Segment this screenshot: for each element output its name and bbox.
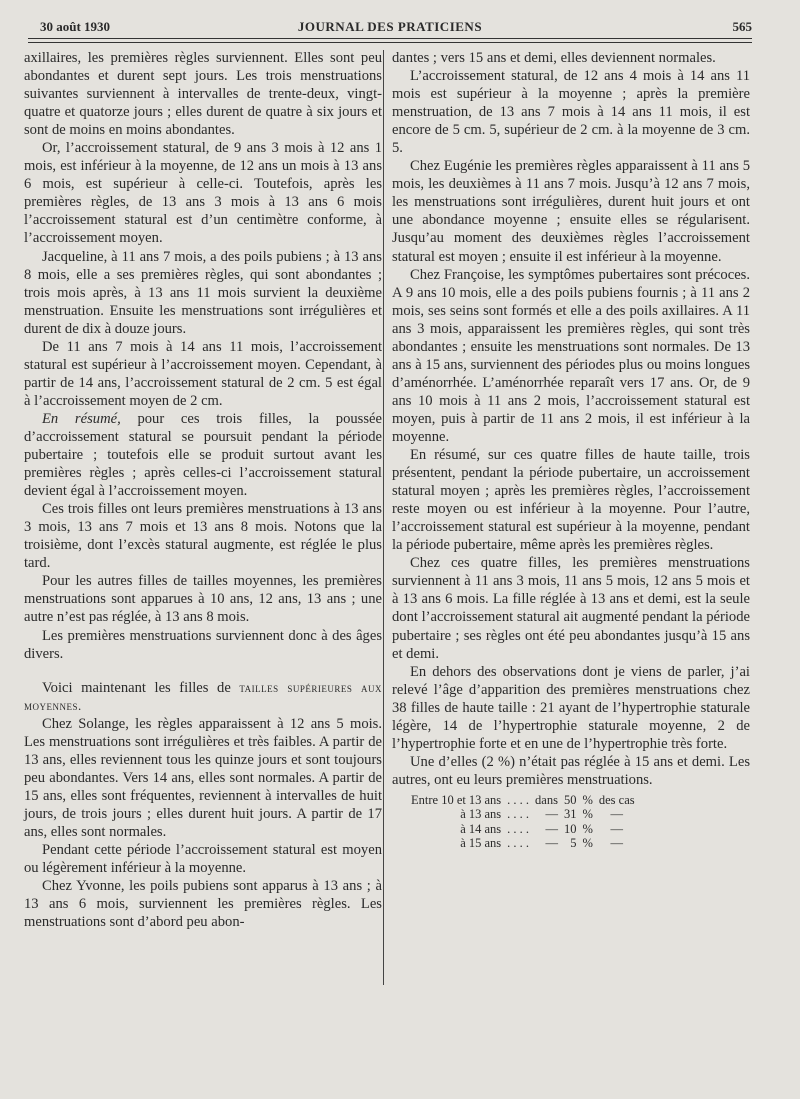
table-row [408,822,638,837]
table-row [408,836,638,851]
table-cell: % [582,821,593,836]
table-cell: 5 [570,836,577,851]
table-cell: Entre 10 et [411,792,466,807]
table-cell: — [545,821,558,836]
table-row [408,807,638,822]
section-gap [24,663,382,679]
table-cell: % [582,807,593,822]
menarche-age-table [408,793,638,851]
paragraph: Chez Eugénie les premières règles apparaissent à 11 ans 5 mois, les deuxièmes à 11 ans 7 mois. Jusqu’à 12 ans 7 mois, les menstruations sont irrégulières, durent huit jours et ont une abondance moyenne ; ensuite elles se régularisent. Jusqu’au moment des deuxièmes règles l’accroissement statural est moyen ; ensuite il est inférieur à la moyenne. [392,158,750,265]
paragraph: Chez ces quatre filles, les premières menstruations surviennent à 11 ans 3 mois, 11 ans 5 mois, 12 ans 5 mois et à 13 ans 6 mois. La fille réglée à 13 ans et demi, est la seule dont l’accroissement statural ait augmenté pendant la période pubertaire ; ses règles ont été peu abondantes jusqu’à 15 ans et demi. [392,555,750,662]
paragraph: Les premières menstruations surviennent donc à des âges divers. [24,627,382,662]
paragraph: axillaires, les premières règles surviennent. Elles sont peu abondantes et durent sept jours. Les trois menstruations suivantes surviennent à intervalles de trente-deux, vingt-quatre et quatorze jours ; elles durent de quatre à six jours et sont de moins en moins abondantes. [24,50,382,139]
right-column [392,49,750,851]
table-cell: 31 [563,807,577,822]
issue-date: 30 août 1930 [40,19,111,34]
paragraph: De 11 ans 7 mois à 14 ans 11 mois, l’accroissement statural est supérieur à l’accroissement moyen. Cependant, à partir de 14 ans, l’accroissement statural de 2 cm. 5 est égal à l’accroissement moyen de 2 cm. [24,338,382,409]
page-number: 565 [732,19,752,34]
journal-title: JOURNAL DES PRATICIENS [297,19,483,34]
table-cell: — [610,821,623,836]
table-cell: 13 ans [468,807,502,822]
paragraph: En dehors des observations dont je viens de parler, j’ai relevé l’âge d’apparition des premières menstruations chez 38 filles de haute taille : 21 ayant de l’hypertrophie staturale légère, 14 de l’hypertrophie staturale moyenne, 2 de l’hypertrophie forte et en une de l’hypertrophie très forte. [392,663,750,752]
section-heading-smallcaps: tailles supérieures aux moyennes. [24,679,382,713]
table-cell: dans [535,792,558,807]
summary-paragraph [24,410,382,500]
table-cell: des cas [598,792,635,807]
paragraph: En résumé, sur ces quatre filles de haute taille, trois présentent, pendant la période pubertaire, un accroissement statural moyen ; après les premières règles, l’accroissement reste moyen ou est inférieur à la moyenne. Pour l’autre, l’accroissement statural est supérieur à la moyenne, pendant la période pubertaire, même après les premières règles. [392,447,750,554]
paragraph: Chez Yvonne, les poils pubiens sont apparus à 13 ans ; à 13 ans 6 mois, surviennent les premières règles. Les menstruations sont d’abord peu abon- [24,878,382,931]
table-cell: — [610,836,623,851]
paragraph: Chez Françoise, les symptômes pubertaires sont précoces. A 9 ans 10 mois, elle a des poils pubiens fournis ; à 11 ans 2 mois, ses seins sont formés et elle a des poils axillaires. A 11 ans 3 mois, apparaissent les premières règles, qui sont très abondantes ; ensuite les menstruations sont normales. De 13 ans à 15 ans, surviennent des périodes plus ou moins longues d’aménorrhée. L’aménorrhée reparaît vers 17 ans. Or, de 9 ans 10 mois à 11 ans 2 mois, l’accroissement statural est moyen, puis à partir de 11 ans 2 mois, il est inférieur à la moyenne. [392,266,750,445]
left-column [24,49,382,931]
table-cell: 15 ans [468,836,502,851]
table-cell: 14 ans [468,821,502,836]
paragraph: Or, l’accroissement statural, de 9 ans 3 mois à 12 ans 1 mois, est inférieur à la moyenne, de 12 ans un mois à 13 ans 6 mois, est supérieur à celle-ci. Toutefois, après les premières règles, de 13 ans 3 mois à 13 ans 6 mois l’accroissement statural est d’un centimètre conforme, à l’accroissement moyen. [24,140,382,247]
summary-text: pour ces trois filles, la poussée d’accroissement statural se poursuit pendant la période pubertaire ; toutefois elle se produit surtout avant les premières règles ; après celles-ci l’accroissement statural devient égal à l’accroissement moyen. [24,410,382,500]
table-cell: . . . . [507,792,530,807]
summary-lead: En résumé, [42,410,121,427]
table-cell: % [582,836,593,851]
table-cell: 13 ans [468,792,502,807]
table-cell: — [610,807,623,822]
table-cell: . . . . [507,836,530,851]
table-cell: 10 [563,821,577,836]
table-cell: — [545,807,558,822]
table-cell: à [460,807,466,822]
paragraph: Ces trois filles ont leurs premières menstruations à 13 ans 3 mois, 13 ans 7 mois et 13 ans 8 mois. Notons que la troisième, dont l’excès statural augmente, est réglée le plus tard. [24,501,382,572]
table-cell: à [460,836,466,851]
paragraph: Pendant cette période l’accroissement statural est moyen ou légèrement inférieur à la moyenne. [24,842,382,877]
paragraph: Pour les autres filles de tailles moyennes, les premières menstruations sont apparues à 10 ans, 12 ans, 13 ans ; une autre n’est pas réglée, à 13 ans 8 mois. [24,573,382,626]
table-cell: 50 [563,792,577,807]
table-cell: . . . . [507,821,530,836]
paragraph: Jacqueline, à 11 ans 7 mois, a des poils pubiens ; à 13 ans 8 mois, elle a ses premières règles, qui sont abondantes ; trois mois après, à 13 ans 11 mois survient la deuxième menstruation. Ensuite les menstruations sont irrégulières et durent de dix à douze jours. [24,248,382,337]
paragraph: Une d’elles (2 %) n’était pas réglée à 15 ans et demi. Les autres, ont eu leurs premières menstruations. [392,753,750,788]
table-row [408,793,638,808]
paragraph: dantes ; vers 15 ans et demi, elles deviennent normales. [392,50,716,66]
table-cell: — [545,836,558,851]
section-intro [24,679,382,715]
section-intro-text: Voici maintenant les filles de [42,679,240,696]
paragraph: Chez Solange, les règles apparaissent à 12 ans 5 mois. Les menstruations sont irrégulières et très faibles. A partir de 13 ans, elles reviennent tous les quinze jours et sont toujours peu abondantes. Vers 14 ans, elles sont normales. A partir de 15 ans, elles sont fréquentes, reviennent à intervalles de huit jours, de trois jours ; elles durent huit jours. A partir de 17 ans, elles sont normales. [24,715,382,840]
table-cell: à [460,821,466,836]
paragraph: L’accroissement statural, de 12 ans 4 mois à 14 ans 11 mois est supérieur à la moyenne ; après la première menstruation, de 13 ans 7 mois à 14 ans 11 mois, il est encore de 5 cm. 5, supérieur de 2 cm. à la moyenne de 3 cm. 5. [392,68,750,157]
table-cell: % [582,792,593,807]
table-cell: . . . . [507,807,530,822]
page-header [28,14,752,36]
header-rule [28,38,752,43]
column-divider [383,50,384,985]
